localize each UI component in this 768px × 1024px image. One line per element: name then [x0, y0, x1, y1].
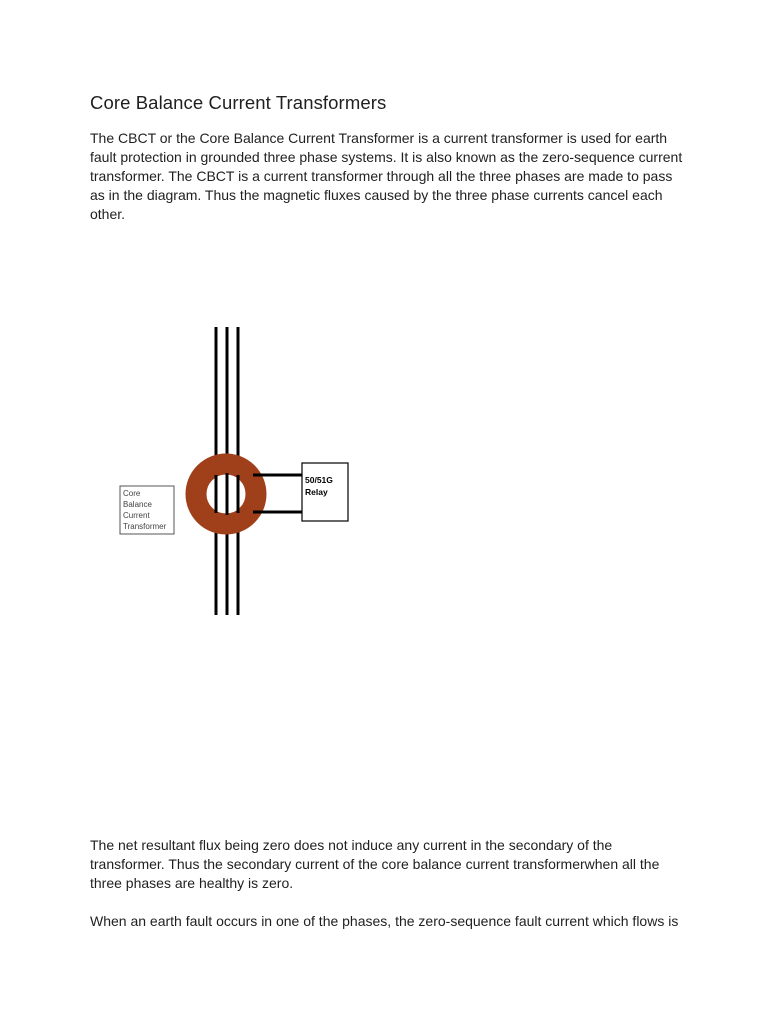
- cbct-diagram: [95, 305, 385, 630]
- page-title: Core Balance Current Transformers: [90, 92, 387, 113]
- paragraph-line: When an earth fault occurs in one of the phases, the zero-sequence fault current which flows is: [90, 913, 679, 929]
- paragraph-line: fault protection in grounded three phase systems. It is also known as the zero-sequence current: [90, 149, 683, 165]
- paragraph-line: other.: [90, 206, 126, 222]
- paragraph-line: The CBCT or the Core Balance Current Transformer is a current transformer is used for earth: [90, 130, 668, 146]
- paragraph-line: transformer. Thus the secondary current of the core balance current transformerwhen all the: [90, 856, 660, 872]
- relay-label-line-1: 50/51G: [305, 475, 333, 485]
- core-label-line-3: Current: [123, 511, 150, 520]
- core-label-line-2: Balance: [123, 500, 152, 509]
- intro-paragraph: [90, 129, 690, 224]
- core-label-line-1: Core: [123, 489, 141, 498]
- paragraph-line: three phases are healthy is zero.: [90, 875, 294, 891]
- relay-label-line-2: Relay: [305, 487, 328, 497]
- paragraph-line: as in the diagram. Thus the magnetic fluxes caused by the three phase currents cancel each: [90, 187, 663, 203]
- earth-fault-paragraph: [90, 912, 690, 931]
- paragraph-line: The net resultant flux being zero does not induce any current in the secondary of the: [90, 837, 613, 853]
- paragraph-line: transformer. The CBCT is a current transformer through all the three phases are made to pass: [90, 168, 673, 184]
- flux-paragraph: [90, 836, 690, 893]
- cbct-diagram-svg: [95, 305, 385, 630]
- core-label-line-4: Transformer: [123, 522, 167, 531]
